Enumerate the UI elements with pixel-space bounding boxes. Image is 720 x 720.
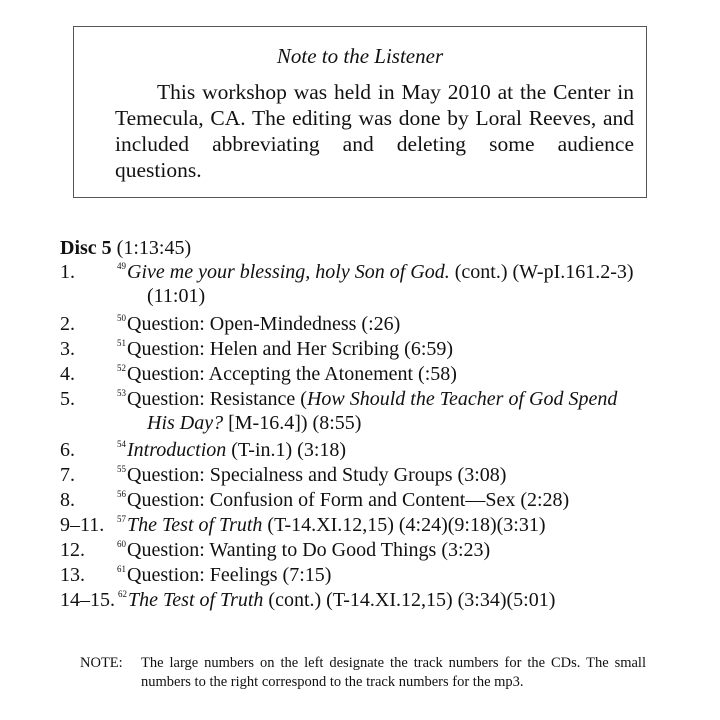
cd-track-number: 7. bbox=[60, 464, 75, 486]
cd-track-number: 12. bbox=[60, 539, 85, 561]
track-title bbox=[117, 538, 680, 562]
track-title-italic: Give me your blessing, holy Son of God. bbox=[127, 261, 450, 283]
cd-track-number: 9–11. bbox=[60, 514, 105, 536]
cd-track-number: 4. bbox=[60, 363, 75, 385]
disc-header bbox=[60, 236, 191, 260]
track-title-italic: The Test of Truth bbox=[127, 514, 263, 536]
track-title bbox=[117, 362, 680, 386]
track-title-italic: How Should the Teacher of God Spend bbox=[306, 388, 618, 410]
mp3-track-number: 57 bbox=[117, 514, 126, 524]
track-title bbox=[117, 387, 680, 435]
mp3-track-number: 52 bbox=[117, 363, 126, 373]
mp3-track-number: 54 bbox=[117, 439, 126, 449]
disc-label: Disc 5 bbox=[60, 237, 112, 259]
cd-track-number: 2. bbox=[60, 313, 75, 335]
track-title bbox=[117, 463, 680, 487]
track-title bbox=[117, 337, 680, 361]
cd-track-number: 5. bbox=[60, 388, 75, 410]
track-title-italic: Introduction bbox=[127, 439, 227, 461]
track-title-plain: (T-14.XI.12,15) (4:24)(9:18)(3:31) bbox=[262, 514, 546, 536]
track-title-italic: His Day? bbox=[147, 412, 224, 434]
track-title bbox=[117, 563, 680, 587]
track-title-plain: [M-16.4]) (8:55) bbox=[223, 412, 362, 434]
footnote-label: NOTE: bbox=[80, 655, 123, 671]
mp3-track-number: 62 bbox=[118, 589, 127, 599]
track-title-plain: Question: Helen and Her Scribing (6:59) bbox=[127, 338, 454, 360]
track-title bbox=[117, 260, 680, 308]
track-title-plain: Question: Wanting to Do Good Things (3:23) bbox=[127, 539, 491, 561]
track-title-plain: Question: Accepting the Atonement (:58) bbox=[127, 363, 457, 385]
track-title bbox=[117, 312, 680, 336]
note-body: This workshop was held in May 2010 at the Center in Temecula, CA. The editing was done by Loral Reeves, and included abbreviating and deleting some audience questions. bbox=[115, 80, 634, 182]
note-box bbox=[73, 26, 647, 198]
track-title-continuation bbox=[117, 411, 680, 435]
track-title-plain: Question: Open-Mindedness (:26) bbox=[127, 313, 401, 335]
cd-track-number: 6. bbox=[60, 439, 75, 461]
track-title-plain: Question: Resistance ( bbox=[127, 388, 307, 410]
mp3-track-number: 61 bbox=[117, 564, 126, 574]
mp3-track-number: 49 bbox=[117, 261, 126, 271]
cd-track-number: 1. bbox=[60, 261, 75, 283]
track-title-plain: (cont.) (W-pI.161.2-3) bbox=[449, 261, 634, 283]
track-title-plain: Question: Specialness and Study Groups (3:08) bbox=[127, 464, 507, 486]
cd-track-number: 14–15. bbox=[60, 589, 115, 611]
track-title bbox=[118, 588, 680, 612]
track-title bbox=[117, 513, 680, 537]
track-title bbox=[117, 488, 680, 512]
disc-duration: (1:13:45) bbox=[116, 237, 192, 259]
track-title-plain: (cont.) (T-14.XI.12,15) (3:34)(5:01) bbox=[263, 589, 556, 611]
mp3-track-number: 51 bbox=[117, 338, 126, 348]
track-title-italic: The Test of Truth bbox=[128, 589, 264, 611]
note-title: Note to the Listener bbox=[276, 44, 444, 68]
track-title-plain: Question: Feelings (7:15) bbox=[127, 564, 332, 586]
cd-track-number: 13. bbox=[60, 564, 85, 586]
track-title-continuation: (11:01) bbox=[147, 285, 206, 307]
mp3-track-number: 53 bbox=[117, 388, 126, 398]
footnote-text: The large numbers on the left designate the track numbers for the CDs. The small numbers to the right correspond to the track numbers for the mp3. bbox=[141, 655, 646, 690]
track-title-plain: (T-in.1) (3:18) bbox=[226, 439, 347, 461]
mp3-track-number: 50 bbox=[117, 313, 126, 323]
mp3-track-number: 56 bbox=[117, 489, 126, 499]
track-title-plain: Question: Confusion of Form and Content—Sex (2:28) bbox=[127, 489, 570, 511]
mp3-track-number: 60 bbox=[117, 539, 126, 549]
track-title bbox=[117, 438, 680, 462]
cd-track-number: 8. bbox=[60, 489, 75, 511]
cd-track-number: 3. bbox=[60, 338, 75, 360]
mp3-track-number: 55 bbox=[117, 464, 126, 474]
